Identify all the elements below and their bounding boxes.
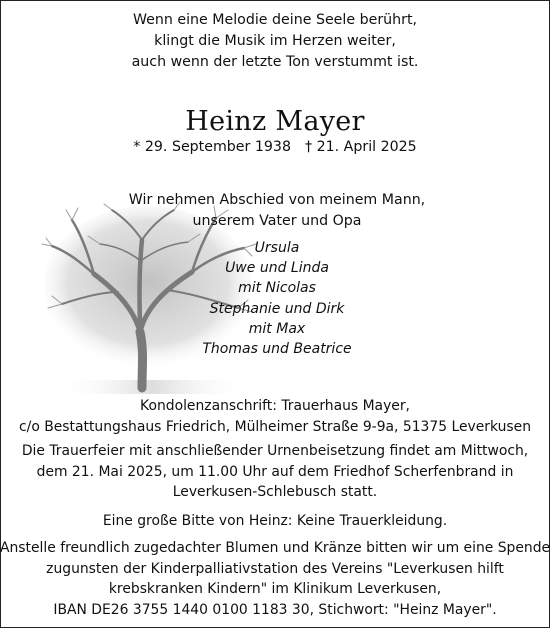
address-line: c/o Bestattungshaus Friedrich, Mülheimer Straße 9-9a, 51375 Leverkusen	[19, 418, 531, 435]
family-member: Uwe und Linda	[225, 260, 329, 277]
deceased-name: Heinz Mayer	[185, 106, 365, 137]
funeral-line: dem 21. Mai 2025, um 11.00 Uhr auf dem Friedhof Scherfenbrand in	[36, 463, 514, 480]
donation-line: Anstelle freundlich zugedachter Blumen und Kränze bitten wir um eine Spende	[0, 540, 550, 556]
verse-line: klingt die Musik im Herzen weiter,	[154, 33, 396, 49]
verse-line: Wenn eine Melodie deine Seele berührt,	[132, 12, 418, 28]
birth-date: * 29. September 1938	[133, 139, 291, 155]
opening-verse	[0, 10, 550, 73]
donation-line: zugunsten der Kinderpalliativstation des Vereins "Leverkusen hilft	[46, 560, 504, 577]
condolence-address	[0, 396, 550, 437]
family-member: Thomas und Beatrice	[202, 341, 352, 358]
address-line: Kondolenzanschrift: Trauerhaus Mayer,	[140, 398, 410, 414]
donation-request	[0, 538, 550, 620]
death-date: † 21. April 2025	[304, 139, 417, 155]
farewell-line: Wir nehmen Abschied von meinem Mann,	[128, 192, 426, 208]
funeral-details	[0, 441, 550, 503]
family-member: mit Nicolas	[238, 280, 316, 297]
donation-line: IBAN DE26 3755 1440 0100 1183 30, Stichwort: "Heinz Mayer".	[53, 601, 497, 618]
verse-line: auch wenn der letzte Ton verstummt ist.	[131, 54, 419, 70]
farewell-line: unserem Vater und Opa	[192, 212, 362, 229]
dress-request: Eine große Bitte von Heinz: Keine Trauerkleidung.	[102, 513, 448, 529]
family-member: mit Max	[248, 320, 306, 337]
donation-line: krebskranken Kindern" im Klinikum Leverkusen,	[108, 581, 442, 598]
family-member: Ursula	[254, 240, 300, 256]
funeral-line: Die Trauerfeier mit anschließender Urnenbeisetzung findet am Mittwoch,	[21, 443, 529, 459]
family-list	[118, 238, 436, 359]
funeral-line: Leverkusen-Schlebusch statt.	[172, 484, 378, 501]
life-dates	[0, 137, 550, 157]
farewell-text	[118, 190, 436, 231]
family-member: Stephanie und Dirk	[209, 300, 345, 317]
